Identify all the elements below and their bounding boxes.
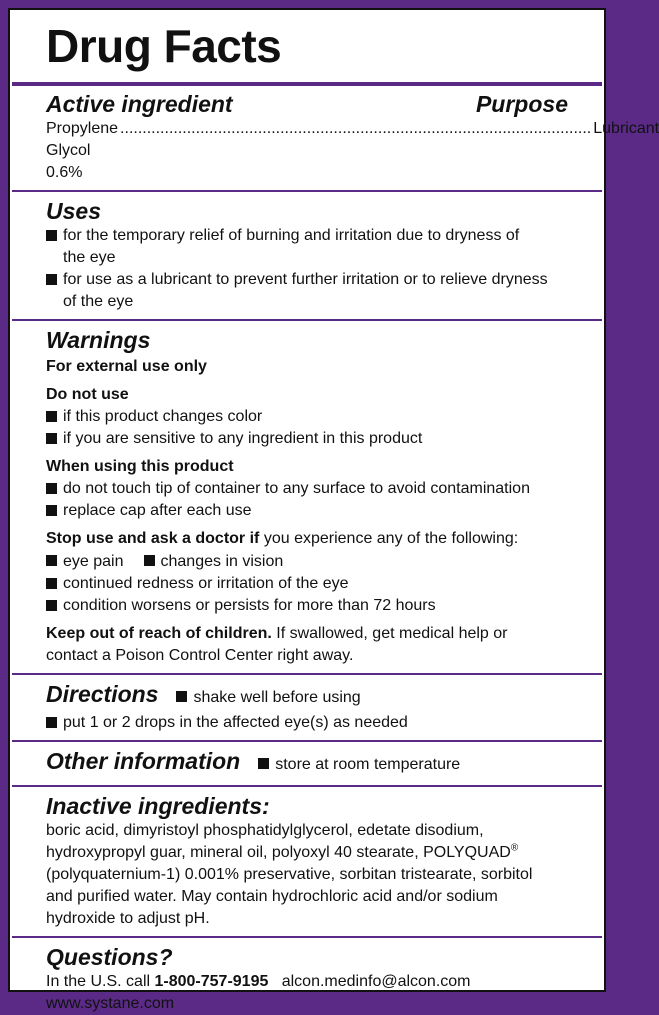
inactive-line: (polyquaternium-1) 0.001% preservative, sorbitan tristearate, sorbitol bbox=[46, 866, 533, 883]
divider bbox=[12, 190, 602, 192]
when-using-item: replace cap after each use bbox=[63, 502, 252, 519]
do-not-use-item: if this product changes color bbox=[63, 408, 263, 425]
stop-use-line bbox=[46, 528, 568, 550]
bullet-icon bbox=[46, 274, 57, 285]
directions-item: shake well before using bbox=[193, 689, 361, 706]
drug-facts-content bbox=[46, 18, 659, 1012]
external-use-text: For external use only bbox=[46, 358, 207, 375]
stop-use-row bbox=[46, 550, 568, 573]
divider bbox=[12, 319, 602, 321]
bullet-icon bbox=[46, 433, 57, 444]
list-item bbox=[46, 573, 568, 595]
bullet-icon bbox=[46, 230, 57, 241]
keep-out-heading: Keep out of reach of children. bbox=[46, 625, 272, 642]
active-ingredient-header bbox=[46, 90, 568, 118]
inactive-line: boric acid, dimyristoyl phosphatidylglycerol, edetate disodium, bbox=[46, 822, 484, 839]
directions-item: put 1 or 2 drops in the affected eye(s) as needed bbox=[63, 714, 408, 731]
divider bbox=[12, 740, 602, 742]
when-using-item: do not touch tip of container to any surface to avoid contamination bbox=[63, 480, 530, 497]
directions-heading: Directions bbox=[46, 681, 159, 707]
divider bbox=[12, 785, 602, 787]
bullet-icon bbox=[144, 555, 155, 566]
bullet-icon bbox=[46, 483, 57, 494]
drug-facts-panel bbox=[8, 8, 659, 1012]
bullet-icon bbox=[46, 555, 57, 566]
bullet-icon bbox=[46, 717, 57, 728]
uses-heading: Uses bbox=[46, 198, 101, 224]
warnings-header bbox=[46, 326, 568, 354]
stop-use-item: eye pain bbox=[63, 553, 124, 570]
directions-row bbox=[46, 680, 568, 712]
bullet-icon bbox=[176, 691, 187, 702]
stop-use-item: changes in vision bbox=[160, 553, 284, 570]
call-text: In the U.S. call bbox=[46, 973, 155, 990]
divider bbox=[12, 673, 602, 675]
inactive-heading: Inactive ingredients: bbox=[46, 793, 270, 819]
other-info-item: store at room temperature bbox=[275, 756, 461, 773]
list-item bbox=[46, 595, 568, 617]
list-item bbox=[46, 500, 568, 522]
email-link[interactable]: alcon.medinfo@alcon.com bbox=[281, 973, 471, 990]
leader-dots: .......................................................................................................... bbox=[120, 120, 592, 137]
list-item bbox=[46, 712, 568, 734]
bullet-icon bbox=[258, 758, 269, 769]
page-title: Drug Facts bbox=[46, 20, 282, 72]
other-info-heading: Other information bbox=[46, 748, 241, 774]
list-item bbox=[46, 225, 568, 247]
active-ingredient-row bbox=[46, 118, 659, 184]
list-item bbox=[46, 269, 568, 291]
questions-header bbox=[46, 943, 568, 971]
registered-mark: ® bbox=[510, 842, 519, 854]
phone-number[interactable]: 1-800-757-9195 bbox=[154, 973, 269, 990]
divider bbox=[12, 936, 602, 938]
when-using-heading: When using this product bbox=[46, 458, 234, 475]
divider bbox=[12, 82, 602, 86]
questions-heading: Questions? bbox=[46, 944, 173, 970]
warnings-heading: Warnings bbox=[46, 327, 151, 353]
list-item bbox=[46, 428, 568, 450]
website-link[interactable]: www.systane.com bbox=[46, 995, 175, 1012]
inactive-line: and purified water. May contain hydrochloric acid and/or sodium bbox=[46, 888, 498, 905]
active-ingredient-heading: Active ingredient bbox=[46, 91, 233, 117]
keep-out-line bbox=[46, 623, 568, 645]
keep-out-line-2: contact a Poison Control Center right away. bbox=[46, 647, 354, 664]
keep-out-tail: If swallowed, get medical help or bbox=[271, 625, 508, 642]
inactive-header bbox=[46, 792, 568, 820]
inactive-line: hydroxide to adjust pH. bbox=[46, 910, 210, 927]
inactive-text: hydroxypropyl guar, mineral oil, polyoxyl 40 stearate, POLYQUAD bbox=[46, 844, 511, 861]
uses-item-1-cont: the eye bbox=[63, 249, 116, 266]
uses-item-1: for the temporary relief of burning and irritation due to dryness of bbox=[63, 227, 520, 244]
purpose-heading: Purpose bbox=[475, 91, 568, 117]
other-info-row bbox=[46, 747, 568, 779]
uses-item-2: for use as a lubricant to prevent further irritation or to relieve dryness bbox=[63, 271, 548, 288]
bullet-icon bbox=[46, 600, 57, 611]
inactive-line bbox=[46, 842, 568, 864]
active-ingredient-name: Propylene Glycol 0.6% bbox=[46, 120, 119, 181]
uses-item-2-cont: of the eye bbox=[63, 293, 134, 310]
stop-use-item: condition worsens or persists for more than 72 hours bbox=[63, 597, 436, 614]
do-not-use-item: if you are sensitive to any ingredient in this product bbox=[63, 430, 423, 447]
bullet-icon bbox=[46, 578, 57, 589]
stop-use-tail: you experience any of the following: bbox=[259, 530, 519, 547]
questions-contact bbox=[46, 971, 568, 993]
uses-header bbox=[46, 197, 568, 225]
stop-use-heading: Stop use and ask a doctor if bbox=[46, 530, 260, 547]
bullet-icon bbox=[46, 505, 57, 516]
list-item bbox=[46, 478, 568, 500]
bullet-icon bbox=[46, 411, 57, 422]
active-ingredient-purpose: Lubricant bbox=[593, 120, 659, 137]
stop-use-item: continued redness or irritation of the eye bbox=[63, 575, 349, 592]
do-not-use-heading: Do not use bbox=[46, 386, 129, 403]
list-item bbox=[46, 406, 568, 428]
